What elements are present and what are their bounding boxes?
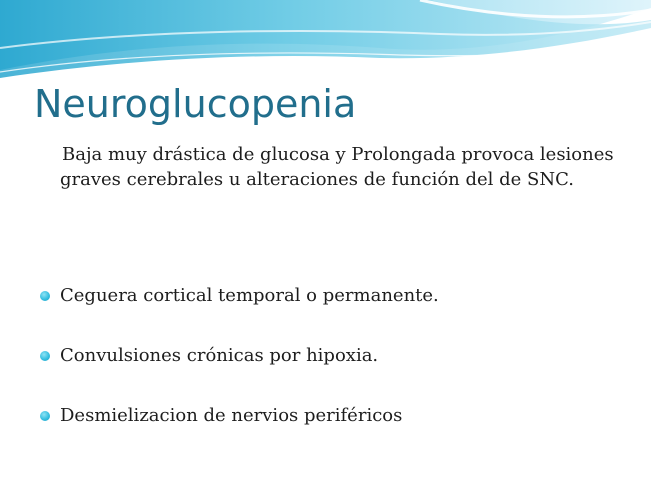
bullet-dot-icon [40, 351, 50, 361]
bullet-dot-icon [40, 291, 50, 301]
bullet-item [40, 282, 620, 310]
bullet-item [40, 402, 620, 430]
bullet-dot-icon [40, 411, 50, 421]
bullet-item [40, 342, 620, 370]
header-wave-decoration [0, 0, 651, 90]
bullet-text: Convulsiones crónicas por hipoxia. [60, 345, 379, 366]
bullet-text: Ceguera cortical temporal o permanente. [60, 285, 439, 306]
slide-title: Neuroglucopenia [34, 82, 357, 126]
bullet-list [40, 282, 620, 430]
bullet-text: Desmielizacion de nervios periféricos [60, 405, 403, 426]
intro-paragraph: Baja muy drástica de glucosa y Prolongada provoca lesiones graves cerebrales u alteraciones de función del de SNC. [60, 144, 614, 190]
